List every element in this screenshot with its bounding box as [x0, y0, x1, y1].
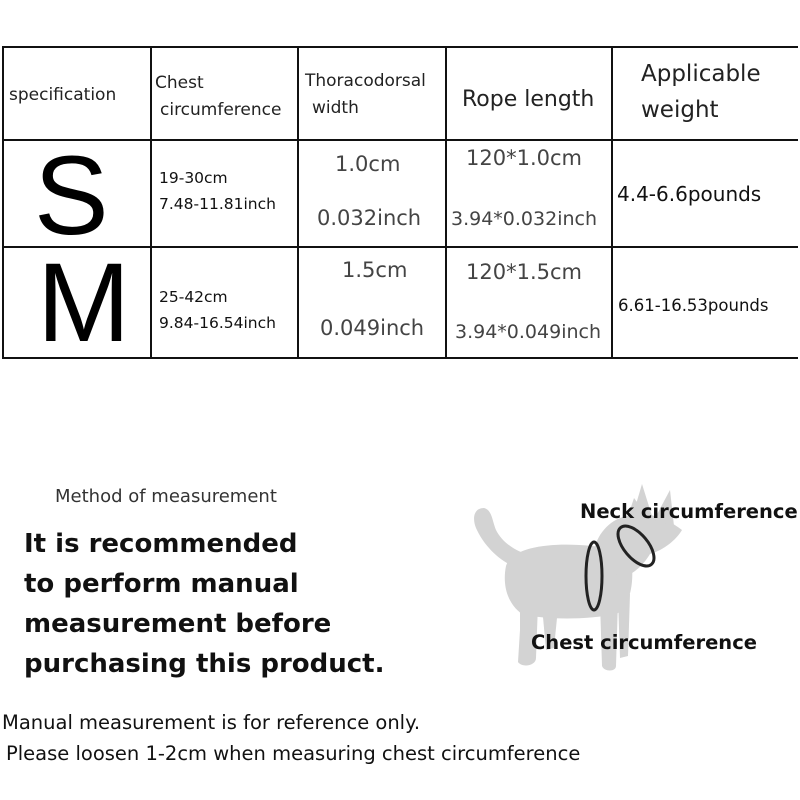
s-chest-inch: 7.48-11.81inch: [159, 195, 276, 213]
header-chest-line1: Chest: [155, 73, 204, 93]
m-width-cm: 1.5cm: [342, 258, 408, 282]
note-line-2: Please loosen 1-2cm when measuring chest circumference: [6, 742, 581, 765]
size-m-label: M: [37, 240, 131, 365]
recommend-line-1: It is recommended: [24, 529, 298, 559]
table-border-left: [2, 46, 4, 359]
m-chest-cm: 25-42cm: [159, 288, 228, 306]
m-rope-inch: 3.94*0.049inch: [455, 321, 602, 343]
m-weight: 6.61-16.53pounds: [618, 296, 769, 315]
header-weight-line1: Applicable: [641, 61, 761, 87]
s-weight: 4.4-6.6pounds: [617, 182, 762, 206]
s-rope-cm: 120*1.0cm: [466, 146, 582, 170]
header-thoracodorsal-line2: width: [312, 98, 359, 118]
table-col-divider-2: [297, 46, 299, 359]
note-line-1: Manual measurement is for reference only.: [2, 711, 421, 734]
m-chest-inch: 9.84-16.54inch: [159, 314, 276, 332]
header-thoracodorsal-line1: Thoracodorsal: [305, 71, 426, 91]
header-rope-length: Rope length: [462, 87, 595, 112]
method-title: Method of measurement: [55, 486, 277, 507]
chest-circumference-label: Chest circumference: [531, 631, 757, 654]
size-s-label: S: [34, 133, 109, 258]
recommend-line-4: purchasing this product.: [24, 649, 385, 679]
table-col-divider-1: [150, 46, 152, 359]
size-table: [0, 0, 800, 370]
table-border-top: [2, 46, 798, 48]
header-chest-line2: circumference: [160, 100, 282, 120]
recommend-line-2: to perform manual: [24, 569, 299, 599]
m-width-inch: 0.049inch: [320, 316, 425, 340]
recommend-line-3: measurement before: [24, 609, 332, 639]
header-weight-line2: weight: [641, 97, 719, 123]
header-specification: specification: [9, 85, 117, 105]
s-width-cm: 1.0cm: [335, 152, 401, 176]
s-rope-inch: 3.94*0.032inch: [451, 208, 598, 230]
neck-circumference-label: Neck circumference: [580, 500, 798, 523]
s-chest-cm: 19-30cm: [159, 169, 228, 187]
m-rope-cm: 120*1.5cm: [466, 260, 582, 284]
table-border-row1: [2, 139, 798, 141]
s-width-inch: 0.032inch: [317, 206, 422, 230]
table-col-divider-4: [611, 46, 613, 359]
table-col-divider-3: [445, 46, 447, 359]
